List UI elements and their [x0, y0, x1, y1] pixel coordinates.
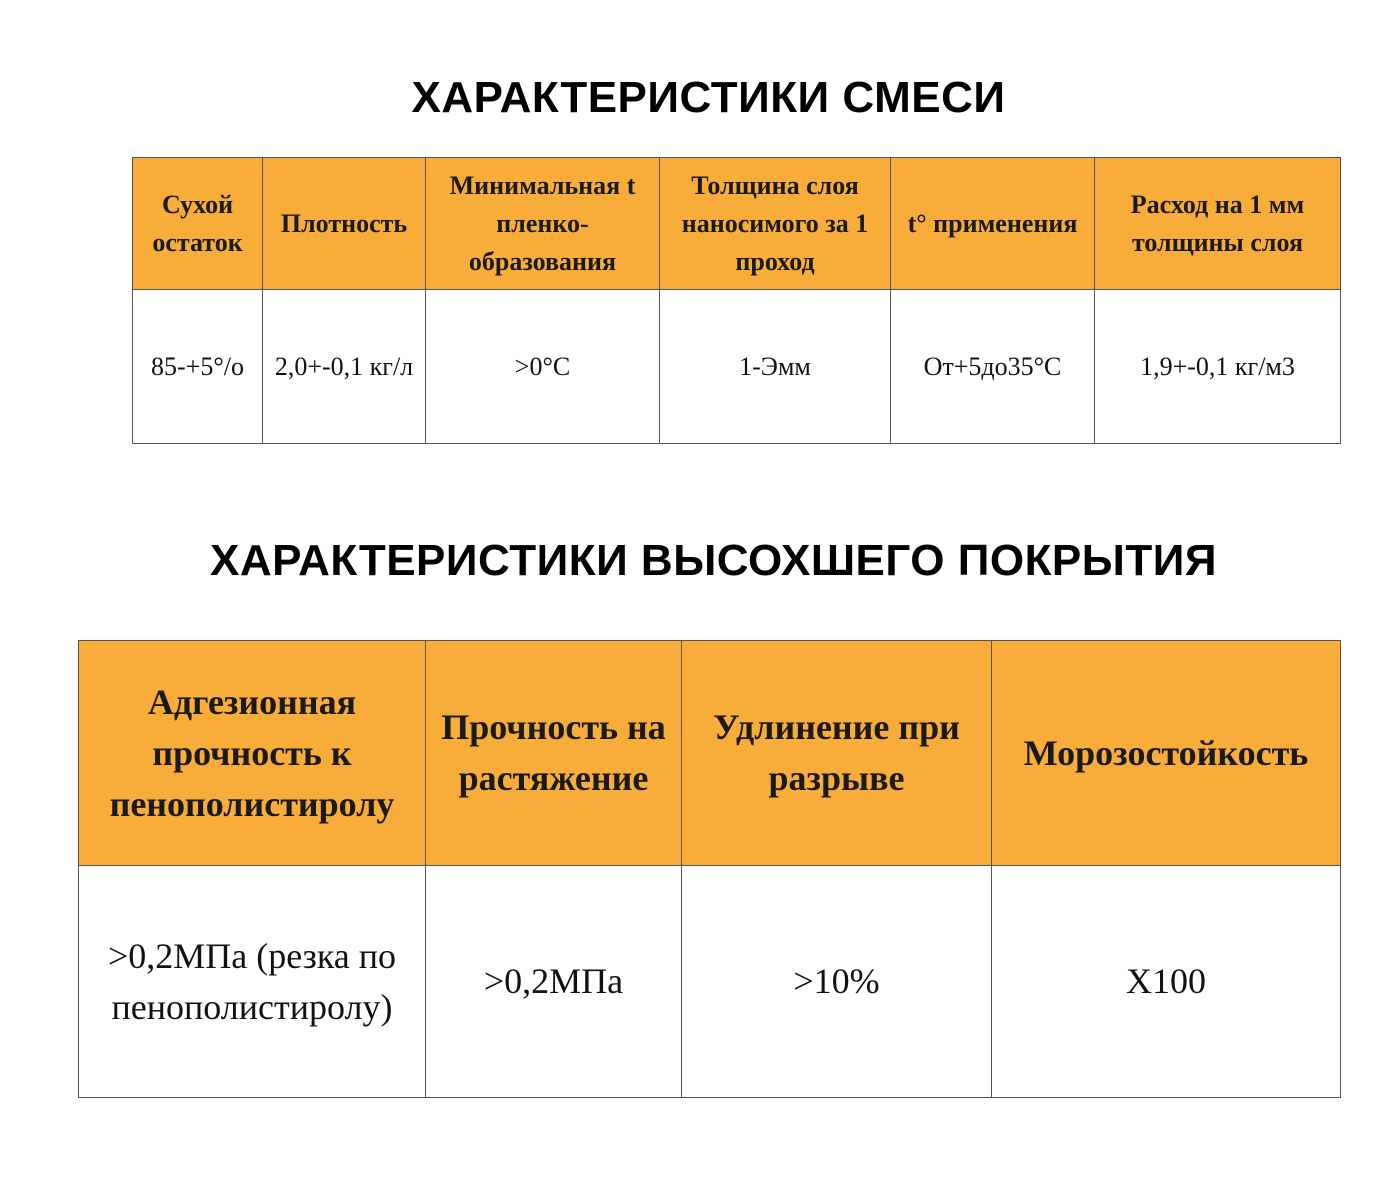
mixture-characteristics-table — [132, 157, 1341, 444]
value-layer-thickness: 1-Эмм — [660, 290, 891, 444]
dried-coating-characteristics-title: ХАРАКТЕРИСТИКИ ВЫСОХШЕГО ПОКРЫТИЯ — [210, 536, 1217, 585]
header-dry-residue: Сухой остаток — [133, 158, 263, 290]
header-frost-resistance: Морозостойкость — [992, 641, 1341, 866]
header-adhesion-strength: Адгезионная прочность к пенополистиролу — [79, 641, 426, 866]
value-dry-residue: 85-+5°/о — [133, 290, 263, 444]
dried-coating-characteristics-table — [78, 640, 1341, 1098]
header-min-film-temperature: Минимальная t пленко-образования — [426, 158, 660, 290]
value-tensile-strength: >0,2МПа — [426, 866, 682, 1098]
value-adhesion-strength: >0,2МПа (резка по пенополистиролу) — [79, 866, 426, 1098]
value-frost-resistance: Х100 — [992, 866, 1341, 1098]
value-consumption: 1,9+-0,1 кг/м3 — [1095, 290, 1341, 444]
table-row — [133, 290, 1341, 444]
header-tensile-strength: Прочность на растяжение — [426, 641, 682, 866]
value-density: 2,0+-0,1 кг/л — [263, 290, 426, 444]
value-elongation: >10% — [682, 866, 992, 1098]
header-consumption: Расход на 1 мм толщины слоя — [1095, 158, 1341, 290]
mixture-characteristics-title: ХАРАКТЕРИСТИКИ СМЕСИ — [411, 73, 1006, 122]
header-application-temperature: t° применения — [891, 158, 1095, 290]
header-elongation: Удлинение при разрыве — [682, 641, 992, 866]
table-header-row — [133, 158, 1341, 290]
table-row — [79, 866, 1341, 1098]
header-layer-thickness: Толщина слоя наносимого за 1 проход — [660, 158, 891, 290]
table-header-row — [79, 641, 1341, 866]
value-min-film-temperature: >0°С — [426, 290, 660, 444]
header-density: Плотность — [263, 158, 426, 290]
value-application-temperature: От+5до35°С — [891, 290, 1095, 444]
